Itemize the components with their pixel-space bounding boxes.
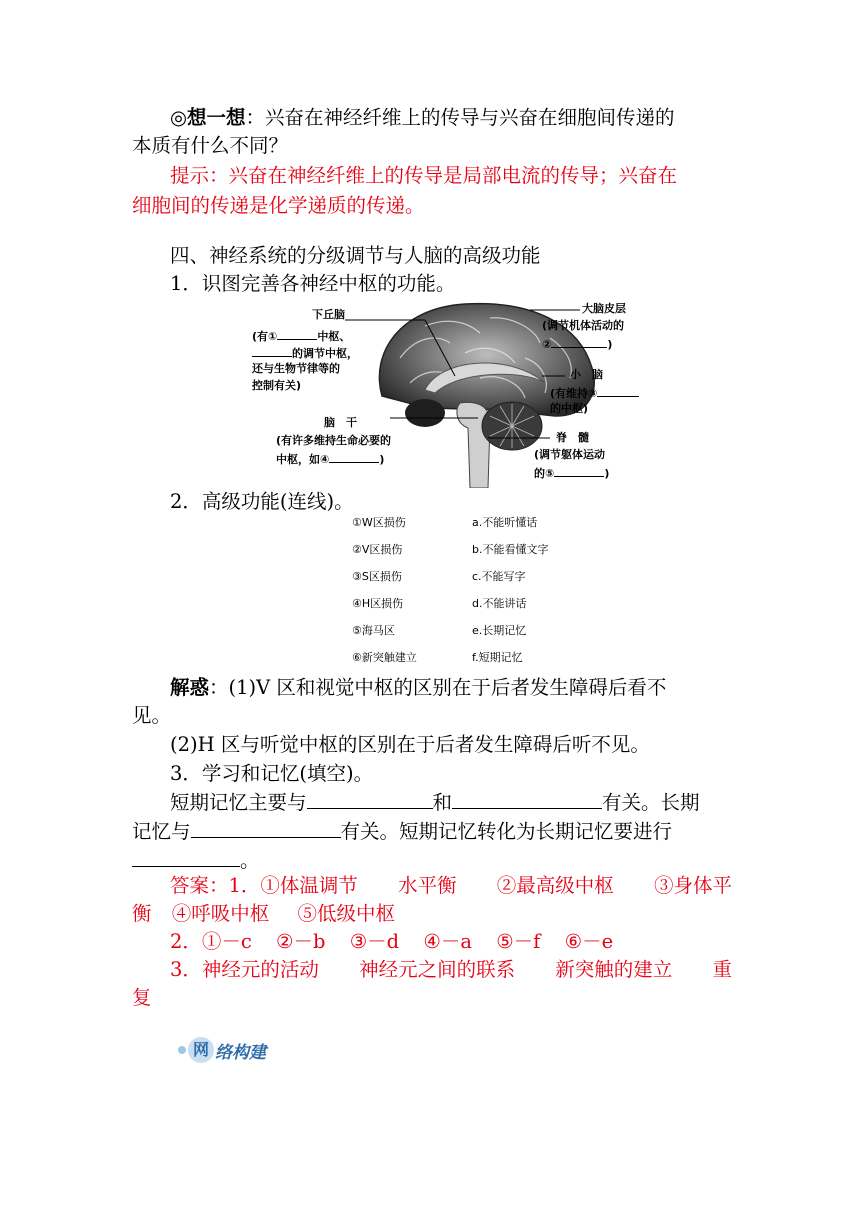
fill-line2 bbox=[132, 817, 732, 846]
blank-5 bbox=[554, 465, 604, 477]
fill-blank-3 bbox=[191, 817, 341, 838]
answer-r2-0: 衡 bbox=[132, 902, 152, 925]
cerebellum-name: 小 脑 bbox=[570, 368, 603, 381]
answer-r1-3: ③身体平 bbox=[653, 874, 732, 897]
blank-3 bbox=[597, 385, 639, 397]
hypothalamus-line1 bbox=[252, 328, 350, 344]
answer-line2 bbox=[132, 900, 732, 928]
brain-diagram bbox=[250, 298, 670, 488]
explain-colon: ： bbox=[209, 676, 229, 699]
answer-r4-1: 神经元之间的联系 bbox=[359, 958, 516, 981]
hint-text1: 兴奋在神经纤维上的传导是局部电流的传导；兴奋在 bbox=[228, 164, 678, 187]
cerebellum-line1 bbox=[550, 385, 639, 401]
fill-text-a: 短期记忆主要与 bbox=[170, 791, 307, 814]
answer-r3-3: ④－a bbox=[423, 930, 472, 953]
hypothalamus-l1b: 中枢、 bbox=[317, 330, 351, 343]
fill-text-f: 。 bbox=[240, 849, 260, 872]
match-left: ⑥新突触建立 bbox=[352, 651, 417, 664]
item3-heading: 3．学习和记忆(填空)。 bbox=[170, 762, 374, 785]
hypothalamus-l2: 的调节中枢， bbox=[292, 347, 358, 360]
cerebellum-line2: 的中枢) bbox=[550, 402, 589, 415]
answer-r1-2: ②最高级中枢 bbox=[496, 874, 614, 897]
answer-r1-1: 水平衡 bbox=[398, 874, 457, 897]
match-left: ④H区损伤 bbox=[352, 597, 404, 610]
fill-blank-1 bbox=[307, 788, 433, 809]
logo-text: 络构建 bbox=[215, 1042, 266, 1063]
hypothalamus-name: 下丘脑 bbox=[312, 308, 345, 321]
cortex-name: 大脑皮层 bbox=[582, 302, 626, 315]
section-title: 四、神经系统的分级调节与人脑的高级功能 bbox=[170, 244, 541, 267]
answer-r3-5: ⑥－e bbox=[564, 930, 614, 953]
brainstem-line1: (有许多维持生命必要的 bbox=[276, 434, 392, 447]
fill-text-b: 和 bbox=[432, 791, 453, 814]
brainstem-l2b: ) bbox=[379, 453, 385, 466]
answer-line5: 复 bbox=[132, 986, 152, 1009]
think-question-text1: 兴奋在神经纤维上的传导与兴奋在细胞间传递的 bbox=[265, 106, 675, 129]
think-question-line1 bbox=[170, 104, 732, 132]
fill-line1 bbox=[170, 788, 732, 817]
spinal-line2 bbox=[534, 465, 609, 481]
answer-r3-1: ②－b bbox=[276, 930, 326, 953]
cortex-l2b: ) bbox=[607, 338, 613, 351]
fill-blank-2 bbox=[452, 788, 602, 809]
answer-line1 bbox=[170, 872, 732, 900]
hint-label: 提示： bbox=[170, 164, 229, 187]
logo-badge: 网 bbox=[188, 1037, 214, 1063]
answer-r1-0 bbox=[170, 872, 358, 900]
explain-line3: (2)H 区与听觉中枢的区别在于后者发生障碍后听不见。 bbox=[170, 733, 650, 756]
answer-line4 bbox=[170, 956, 732, 984]
answer-r4-0: 3．神经元的活动 bbox=[170, 958, 319, 981]
hypothalamus-line3: 还与生物节律等的 bbox=[252, 362, 340, 375]
blank-2 bbox=[551, 336, 607, 348]
think-colon: ： bbox=[245, 106, 266, 129]
network-build-logo bbox=[178, 1036, 266, 1064]
cortex-line2 bbox=[542, 336, 612, 352]
answer-r3-4: ⑤－f bbox=[496, 930, 541, 953]
brainstem-name: 脑 干 bbox=[324, 416, 357, 429]
brainstem-line2 bbox=[276, 451, 384, 467]
match-right: c.不能写字 bbox=[472, 570, 526, 583]
answer-line3 bbox=[170, 928, 732, 956]
blank-water bbox=[252, 345, 292, 357]
item1-heading: 1．识图完善各神经中枢的功能。 bbox=[170, 272, 456, 295]
fill-text-d: 记忆与 bbox=[132, 820, 191, 843]
think-question-line2: 本质有什么不同？ bbox=[132, 134, 289, 157]
fill-line3 bbox=[132, 846, 732, 875]
match-right: e.长期记忆 bbox=[472, 624, 527, 637]
match-right: d.不能讲话 bbox=[472, 597, 527, 610]
spinal-name: 脊 髓 bbox=[556, 431, 589, 444]
explain-label: 解惑 bbox=[170, 676, 210, 699]
fill-blank-4 bbox=[132, 846, 240, 867]
explain-line2: 见。 bbox=[132, 704, 172, 727]
match-left: ⑤海马区 bbox=[352, 624, 395, 637]
logo-dot-icon bbox=[178, 1046, 186, 1054]
brainstem-l2a: 中枢，如④ bbox=[276, 453, 330, 466]
match-right: a.不能听懂话 bbox=[472, 516, 538, 529]
cerebellum-l1: (有维持③ bbox=[550, 387, 598, 400]
match-left: ②V区损伤 bbox=[352, 543, 403, 556]
answer-r2-2: ⑤低级中枢 bbox=[297, 902, 395, 925]
hint-line1 bbox=[170, 162, 732, 190]
answer-r3-0: 2．①－c bbox=[170, 930, 252, 953]
fill-text-e: 有关。短期记忆转化为长期记忆要进行 bbox=[340, 820, 673, 843]
match-left: ①W区损伤 bbox=[352, 516, 406, 529]
answer-r2-1: ④呼吸中枢 bbox=[171, 902, 270, 925]
match-right: b.不能看懂文字 bbox=[472, 543, 549, 556]
spinal-line1: (调节躯体运动 bbox=[534, 448, 606, 461]
hint-line2: 细胞间的传递是化学递质的传递。 bbox=[132, 194, 425, 217]
item2-heading: 2．高级功能(连线)。 bbox=[170, 490, 354, 513]
cortex-l2a: ② bbox=[542, 338, 552, 351]
fill-text-c: 有关。长期 bbox=[602, 791, 700, 814]
spinal-l2a: 的⑤ bbox=[534, 467, 555, 480]
match-right: f.短期记忆 bbox=[472, 651, 523, 664]
match-left: ③S区损伤 bbox=[352, 570, 402, 583]
answer-label: 答案： bbox=[170, 874, 229, 897]
think-label: ◎想一想 bbox=[170, 106, 246, 129]
blank-1 bbox=[277, 328, 317, 340]
hypothalamus-line2 bbox=[252, 345, 358, 361]
blank-4 bbox=[329, 451, 379, 463]
answer-r3-2: ③－d bbox=[349, 930, 400, 953]
answer-r4-2: 新突触的建立 bbox=[555, 958, 673, 981]
explain-line1 bbox=[170, 674, 732, 702]
explain-text1: (1)V 区和视觉中枢的区别在于后者发生障碍后看不 bbox=[228, 676, 667, 699]
hypothalamus-l1a: (有① bbox=[252, 330, 278, 343]
answer-r1-0-text: 1．①体温调节 bbox=[228, 874, 358, 897]
hypothalamus-line4: 控制有关) bbox=[252, 379, 302, 392]
spinal-l2b: ) bbox=[604, 467, 610, 480]
cortex-line1: (调节机体活动的 bbox=[542, 319, 625, 332]
answer-r4-3: 重 bbox=[712, 958, 732, 981]
